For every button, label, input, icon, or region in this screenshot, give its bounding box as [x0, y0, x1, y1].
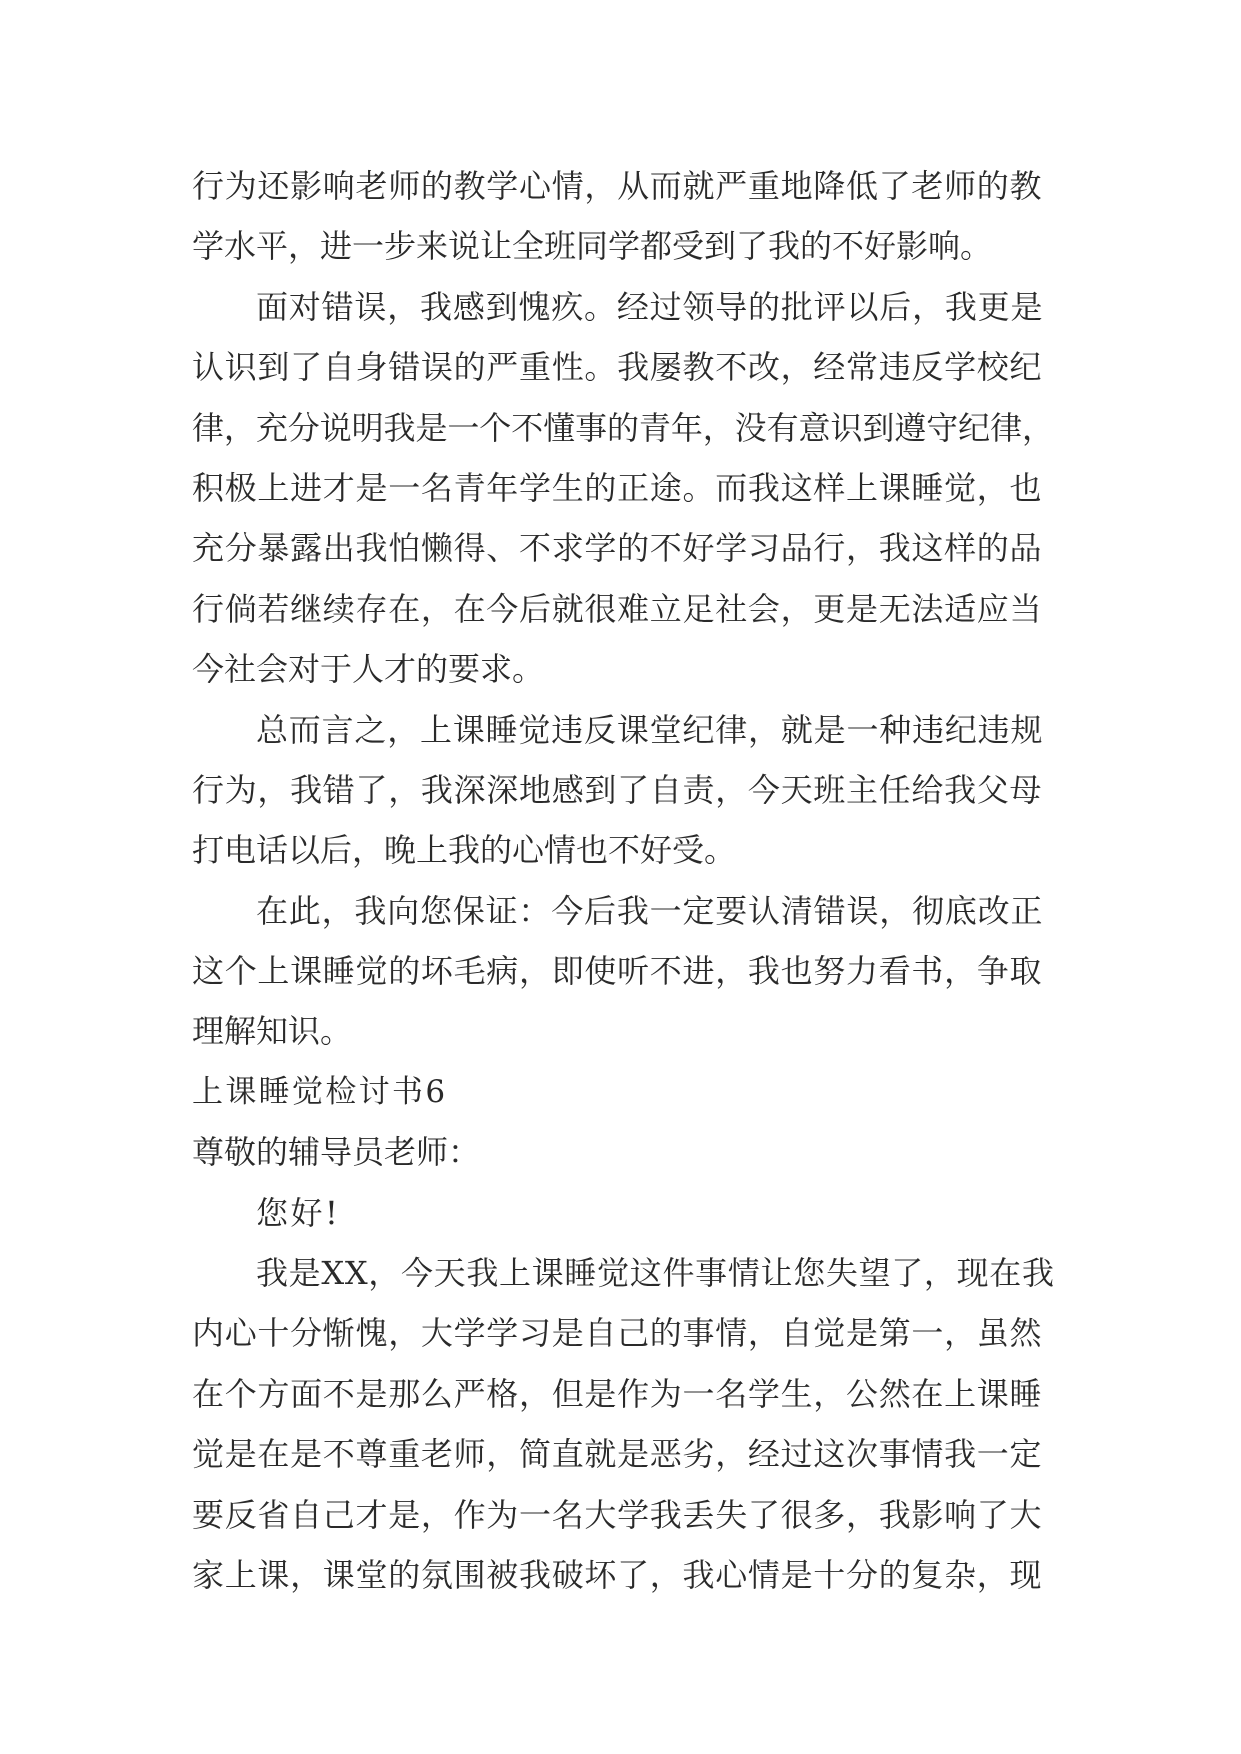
- text-line: 充分暴露出我怕懒得、不求学的不好学习品行，我这样的品: [192, 529, 1043, 568]
- text-line: 尊敬的辅导员老师：: [192, 1133, 481, 1172]
- text-line: 内心十分惭愧，大学学习是自己的事情，自觉是第一，虽然: [192, 1314, 1043, 1353]
- section-heading: 上课睡觉检讨书6: [192, 1073, 448, 1110]
- text-line: 要反省自己才是，作为一名大学我丢失了很多，我影响了大: [192, 1495, 1043, 1534]
- text-line: 认识到了自身错误的严重性。我屡教不改，经常违反学校纪: [192, 348, 1043, 387]
- text-line: 行为，我错了，我深深地感到了自责，今天班主任给我父母: [192, 770, 1043, 809]
- text-line: 今社会对于人才的要求。: [192, 650, 545, 689]
- text-line: 您好!: [256, 1193, 341, 1232]
- text-line: 我是XX，今天我上课睡觉这件事情让您失望了，现在我: [256, 1254, 1055, 1293]
- text-line: 行倘若继续存在，在今后就很难立足社会，更是无法适应当: [192, 589, 1043, 628]
- text-line: 在个方面不是那么严格，但是作为一名学生，公然在上课睡: [192, 1374, 1043, 1413]
- text-line: 律，充分说明我是一个不懂事的青年，没有意识到遵守纪律，: [192, 408, 1054, 447]
- text-line: 家上课，课堂的氛围被我破坏了，我心情是十分的复杂，现: [192, 1555, 1043, 1594]
- text-line: 学水平，进一步来说让全班同学都受到了我的不好影响。: [192, 227, 993, 266]
- document-body: [192, 156, 1054, 1605]
- text-line: 总而言之，上课睡觉违反课堂纪律，就是一种违纪违规: [256, 710, 1044, 749]
- text-line: 积极上进才是一名青年学生的正途。而我这样上课睡觉，也: [192, 468, 1043, 507]
- text-line: 行为还影响老师的教学心情，从而就严重地降低了老师的教: [192, 167, 1043, 205]
- text-line: 面对错误，我感到愧疚。经过领导的批评以后，我更是: [256, 287, 1044, 326]
- text-line: 打电话以后，晚上我的心情也不好受。: [192, 831, 737, 870]
- text-line: 觉是在是不尊重老师，简直就是恶劣，经过这次事情我一定: [192, 1435, 1043, 1474]
- text-line: 这个上课睡觉的坏毛病，即使听不进，我也努力看书，争取: [192, 952, 1043, 991]
- text-line: 理解知识。: [192, 1012, 353, 1051]
- text-line: 在此，我向您保证：今后我一定要认清错误，彻底改正: [256, 891, 1044, 930]
